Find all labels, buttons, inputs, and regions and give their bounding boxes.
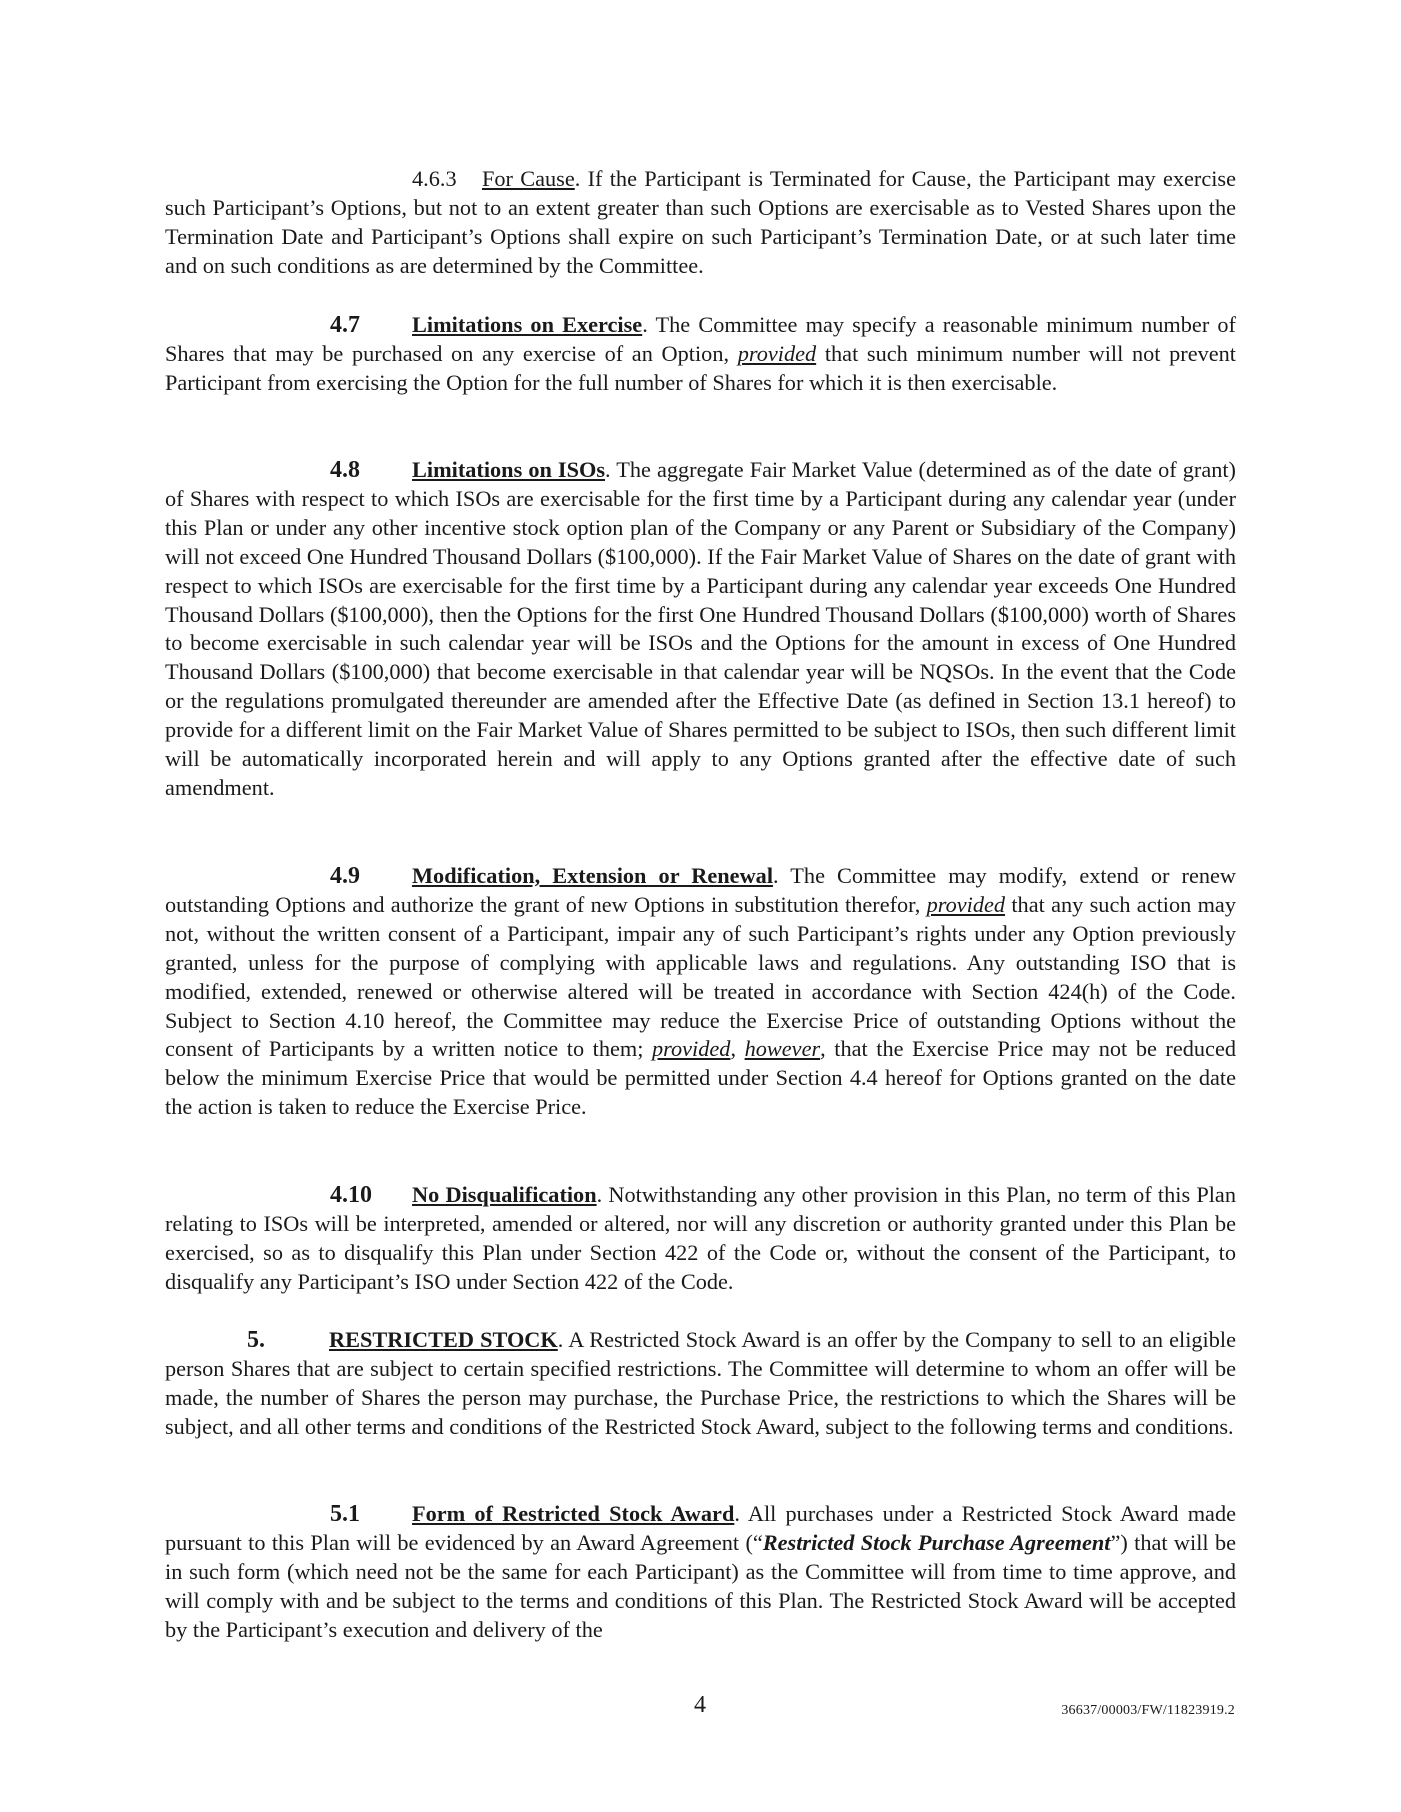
section-heading: For Cause bbox=[482, 166, 575, 191]
defined-term-provided: provided bbox=[926, 891, 1006, 917]
section-5-1 bbox=[165, 1500, 1236, 1645]
section-5 bbox=[165, 1326, 1236, 1442]
section-heading: Form of Restricted Stock Award bbox=[412, 1501, 735, 1526]
section-heading: Modification, Extension or Renewal bbox=[412, 863, 774, 888]
section-number: 4.8 bbox=[330, 457, 360, 483]
section-text: , bbox=[730, 1036, 745, 1062]
section-heading: RESTRICTED STOCK bbox=[329, 1327, 558, 1352]
section-text: , that the Exercise Price may not be reduced below the minimum Exercise Price that would be permitted under Section 4.4 hereof for Options granted on the date the action is taken to reduce the Exercise Price. bbox=[165, 1036, 1236, 1120]
section-text: that such minimum number will not prevent Participant from exercising the Option for the full number of Shares for which it is then exercisable. bbox=[165, 340, 1237, 395]
section-text: . The aggregate Fair Market Value (determined as of the date of grant) of Shares with respect to which ISOs are exercisable for the first time by a Participant during any calendar year (under this Plan or under any other incentive stock option plan of the Company or any Parent or Subsidiary of the Company) will not exceed One Hundred Thousand Dollars ($100,000). If the Fair Market Value of Shares on the date of grant with respect to which ISOs are exercisable for the first time by a Participant during any calendar year exceeds One Hundred Thousand Dollars ($100,000), then the Options for the first One Hundred Thousand Dollars ($100,000) worth of Shares to become exercisable in such calendar year will be ISOs and the Options for the amount in excess of One Hundred Thousand Dollars ($100,000) that become exercisable in that calendar year will be NQSOs. In the event that the Code or the regulations promulgated thereunder are amended after the Effective Date (as defined in Section 13.1 hereof) to provide for a different limit on the Fair Market Value of Shares permitted to be subject to ISOs, then such different limit will be automatically incorporated herein and will apply to any Options granted after the effective date of such amendment. bbox=[165, 457, 1236, 800]
defined-term-provided: provided bbox=[652, 1036, 731, 1062]
section-4-7 bbox=[165, 311, 1236, 398]
section-text: . All purchases under a Restricted Stock Award made pursuant to this Plan will be evidenced by an Award Agreement (“ bbox=[165, 1501, 1236, 1555]
section-text: . If the Participant is Terminated for Cause, the Participant may exercise such Participant’s Options, but not to an extent greater than such Options are exercisable as to Vested Shares upon the Termination Date and Participant’s Options shall expire on such Participant’s Termination Date, or at such later time and on such conditions as are determined by the Committee. bbox=[165, 166, 1237, 278]
section-heading: Limitations on ISOs bbox=[412, 457, 606, 482]
defined-term-restricted-stock-purchase-agreement: Restricted Stock Purchase Agreement bbox=[762, 1529, 1111, 1555]
section-text: . A Restricted Stock Award is an offer by the Company to sell to an eligible person Shares that are subject to certain specified restrictions. The Committee will determine to whom an offer will be made, the number of Shares the person may purchase, the Purchase Price, the restrictions to which the Shares will be subject, and all other terms and conditions of the Restricted Stock Award, subject to the following terms and conditions. bbox=[165, 1327, 1236, 1439]
section-number: 4.9 bbox=[330, 863, 360, 889]
section-text: . The Committee may specify a reasonable minimum number of Shares that may be purchased on any exercise of an Option, bbox=[165, 312, 1236, 366]
section-4-10 bbox=[165, 1181, 1236, 1297]
defined-term-however: however bbox=[744, 1036, 821, 1062]
section-text: ”) that will be in such form (which need not be the same for each Participant) as the Committee will from time to time approve, and will comply with and be subject to the terms and conditions of this Plan. The Restricted Stock Award will be accepted by the Participant’s execution and delivery of the bbox=[165, 1529, 1236, 1642]
section-text: . The Committee may modify, extend or renew outstanding Options and authorize the grant of new Options in substitution therefor, bbox=[165, 863, 1236, 917]
page-number: 4 bbox=[694, 1692, 706, 1718]
section-number: 4.7 bbox=[330, 312, 360, 338]
section-4-8 bbox=[165, 456, 1236, 803]
section-number: 4.10 bbox=[330, 1182, 372, 1208]
defined-term-provided: provided bbox=[737, 340, 817, 366]
section-number: 5. bbox=[247, 1327, 265, 1353]
section-4-6-3 bbox=[165, 165, 1236, 281]
section-number: 5.1 bbox=[330, 1501, 360, 1527]
document-id: 36637/00003/FW/11823919.2 bbox=[1061, 1703, 1235, 1718]
section-heading: Limitations on Exercise bbox=[412, 312, 643, 337]
section-heading: No Disqualification bbox=[412, 1182, 597, 1207]
section-text: that any such action may not, without the written consent of a Participant, impair any of such Participant’s rights under any Option previously granted, unless for the purpose of complying with applicable laws and regulations. Any outstanding ISO that is modified, extended, renewed or otherwise altered will be treated in accordance with Section 424(h) of the Code. Subject to Section 4.10 hereof, the Committee may reduce the Exercise Price of outstanding Options without the consent of Participants by a written notice to them; bbox=[165, 891, 1236, 1062]
section-text: . Notwithstanding any other provision in this Plan, no term of this Plan relating to ISOs will be interpreted, amended or altered, nor will any discretion or authority granted under this Plan be exercised, so as to disqualify this Plan under Section 422 of the Code or, without the consent of the Participant, to disqualify any Participant’s ISO under Section 422 of the Code. bbox=[165, 1182, 1236, 1294]
section-number: 4.6.3 bbox=[412, 166, 457, 191]
section-4-9 bbox=[165, 862, 1236, 1122]
